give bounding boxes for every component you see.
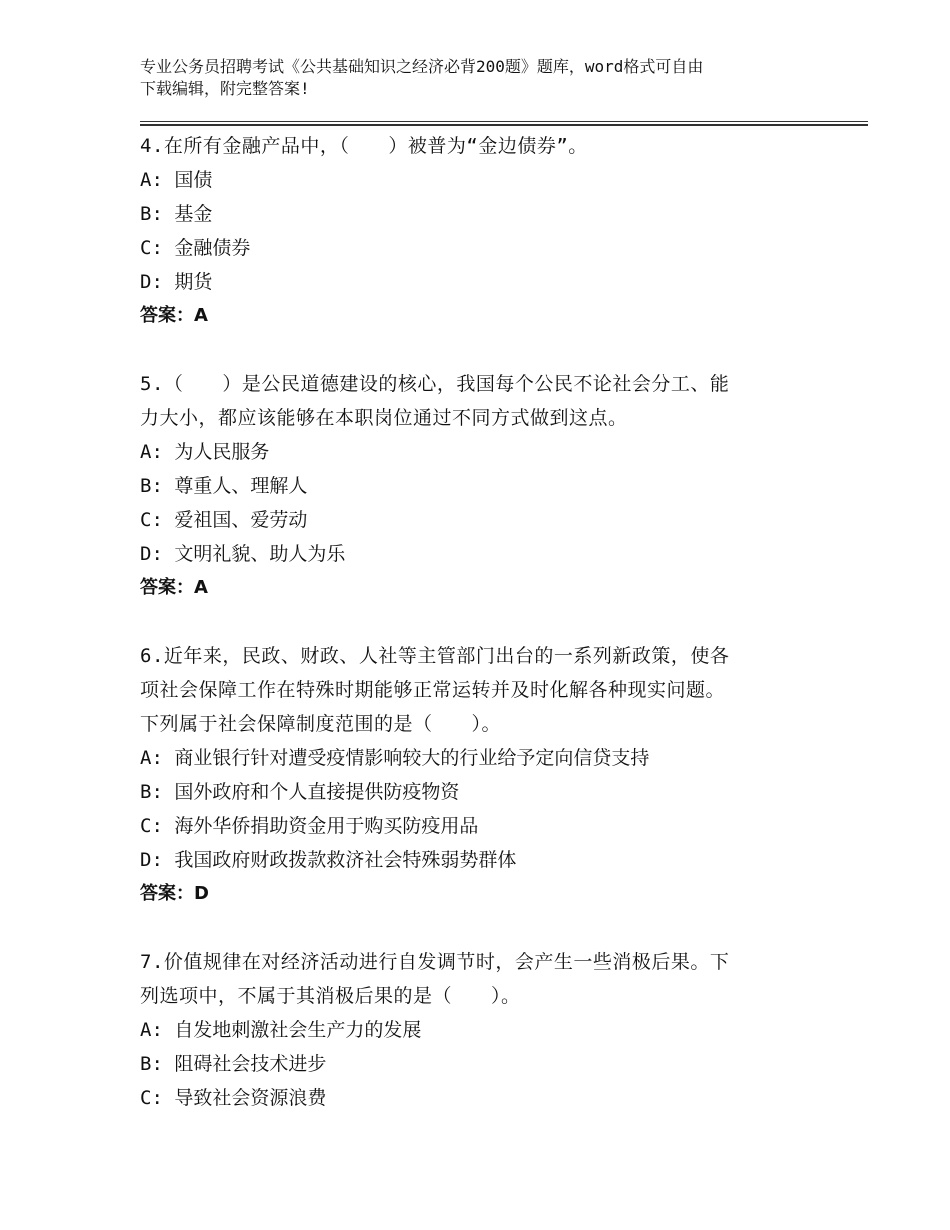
option-b: B: 基金 [140,203,213,225]
question-stem-line: 项社会保障工作在特殊时期能够正常运转并及时化解各种现实问题。 [140,679,726,701]
option-c: C: 爱祖国、爱劳动 [140,509,308,531]
page-header [140,56,830,100]
answer-line: 答案：D [140,883,209,904]
option-d: D: 期货 [140,271,213,293]
question-block [140,367,810,639]
option-d: D: 我国政府财政拨款救济社会特殊弱势群体 [140,849,517,871]
option-d: D: 文明礼貌、助人为乐 [140,543,346,565]
option-a: A: 国债 [140,169,213,191]
question-list [140,129,810,1115]
answer-line: 答案：A [140,577,208,598]
option-a: A: 商业银行针对遭受疫情影响较大的行业给予定向信贷支持 [140,747,650,769]
header-rule-thick [140,124,868,126]
option-a: A: 为人民服务 [140,441,270,463]
question-stem-line: 下列属于社会保障制度范围的是（ ）。 [140,713,502,735]
option-b: B: 尊重人、理解人 [140,475,308,497]
question-spacer [140,605,810,639]
header-line-2: 下载编辑，附完整答案! [140,79,310,98]
option-b: B: 国外政府和个人直接提供防疫物资 [140,781,460,803]
question-block [140,945,810,1115]
question-stem-line: 列选项中，不属于其消极后果的是（ ）。 [140,985,521,1007]
option-a: A: 自发地刺激社会生产力的发展 [140,1019,422,1041]
question-spacer [140,911,810,945]
question-stem-line: 5.（ ）是公民道德建设的核心，我国每个公民不论社会分工、能 [140,373,730,395]
question-block [140,129,810,367]
answer-line: 答案：A [140,305,208,326]
question-stem-line: 7.价值规律在对经济活动进行自发调节时，会产生一些消极后果。下 [140,951,730,973]
question-spacer [140,333,810,367]
option-c: C: 海外华侨捐助资金用于购买防疫用品 [140,815,479,837]
option-c: C: 导致社会资源浪费 [140,1087,327,1109]
question-stem-line: 力大小，都应该能够在本职岗位通过不同方式做到这点。 [140,407,628,429]
question-block [140,639,810,945]
question-stem-line: 6.近年来，民政、财政、人社等主管部门出台的一系列新政策，使各 [140,645,730,667]
header-line-1: 专业公务员招聘考试《公共基础知识之经济必背200题》题库，word格式可自由 [140,57,704,76]
question-stem-line: 4.在所有金融产品中，（ ）被普为“金边债券”。 [140,135,588,157]
header-rule-thin [140,121,868,122]
option-c: C: 金融债券 [140,237,251,259]
option-b: B: 阻碍社会技术进步 [140,1053,327,1075]
